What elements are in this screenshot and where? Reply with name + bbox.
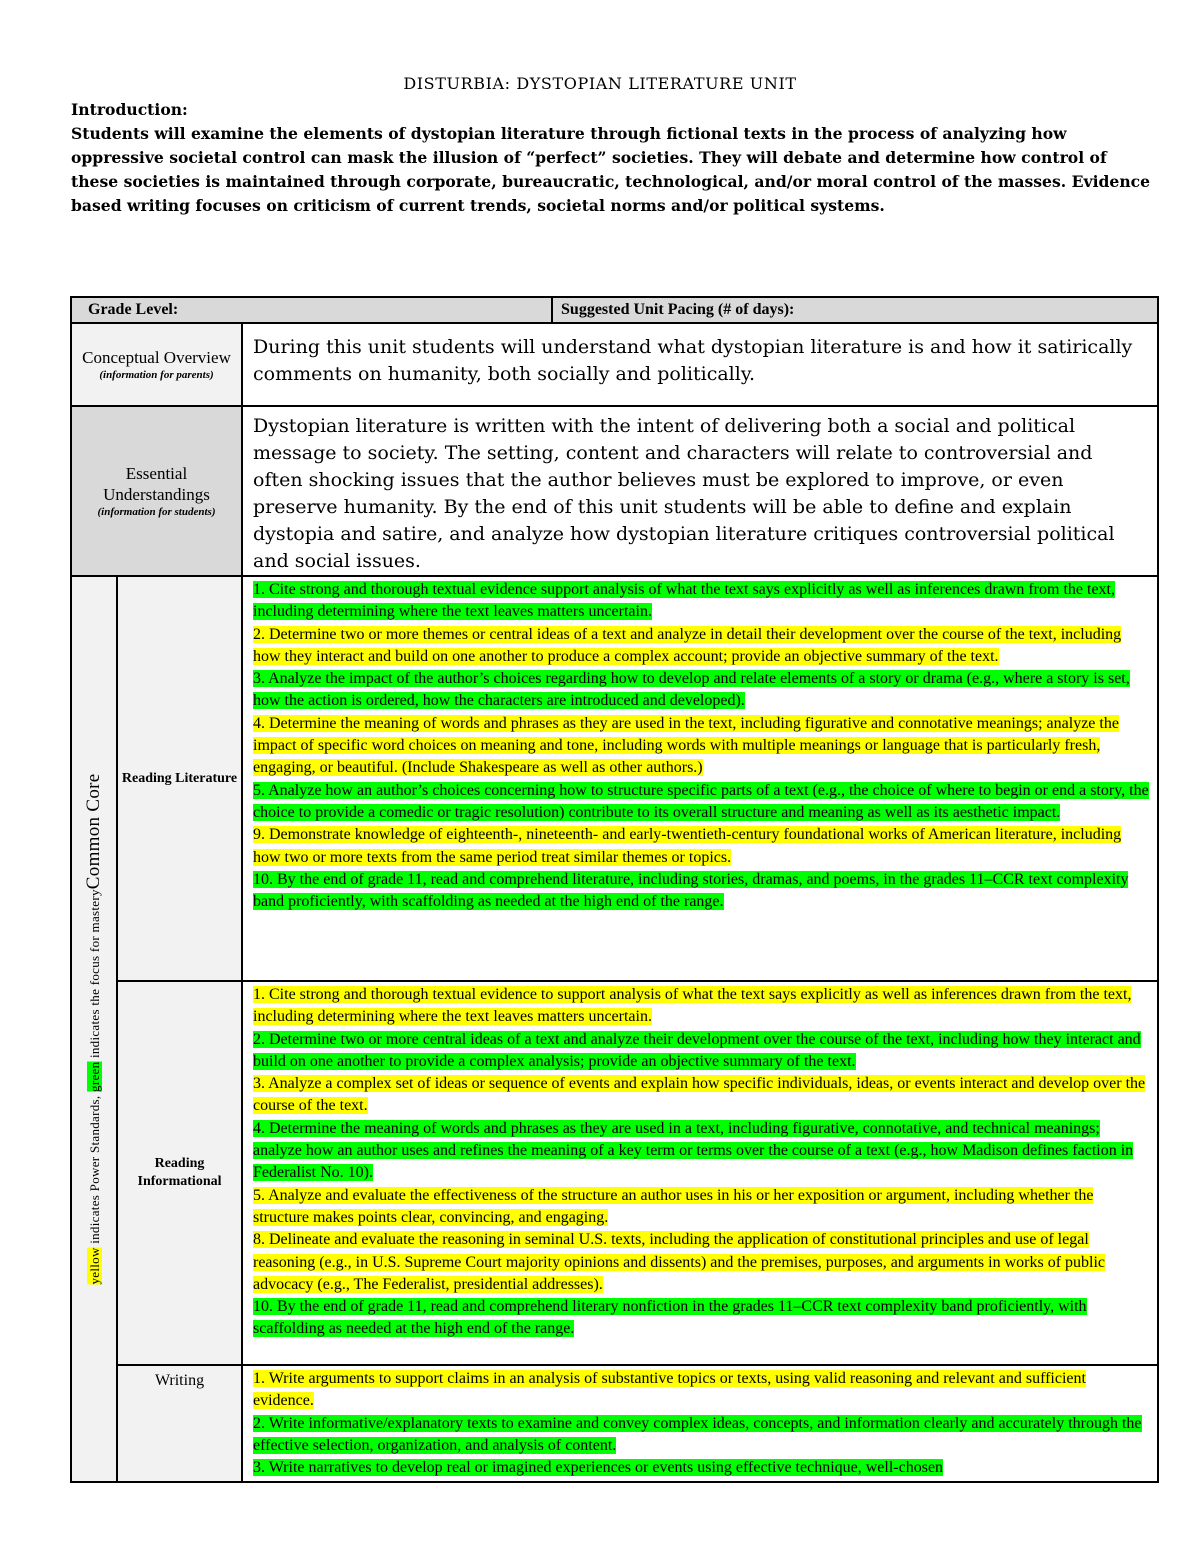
essential-row bbox=[71, 406, 1158, 576]
standard-text: 3. Write narratives to develop real or imagined experiences or events using effective technique, well-chosen bbox=[253, 1459, 944, 1477]
standard-item bbox=[253, 1413, 1149, 1458]
common-core-label-cell bbox=[71, 576, 117, 1482]
standard-item bbox=[253, 713, 1149, 780]
standard-text: 9. Demonstrate knowledge of eighteenth-, nineteenth- and early-twentieth-century foundational works of American literature, including how two or more texts from the same period treat similar themes or topics. bbox=[253, 826, 1122, 866]
standard-item bbox=[253, 1029, 1149, 1074]
standard-item bbox=[253, 1118, 1149, 1185]
writing-standards bbox=[242, 1365, 1158, 1482]
standard-item bbox=[253, 984, 1149, 1029]
essential-label: Essential Understandings bbox=[103, 464, 210, 504]
standard-item bbox=[253, 1185, 1149, 1230]
standard-text: 4. Determine the meaning of words and phrases as they are used in the text, including figurative and connotative meanings; analyze the impact of specific word choices on meaning and tone, including words with multiple meanings or language that is particularly fresh, engaging, or beautiful. (Include Shakespeare as well as other authors.) bbox=[253, 714, 1119, 777]
standard-item bbox=[253, 579, 1149, 624]
common-core-title: Common Core bbox=[83, 773, 104, 890]
common-core-vertical-label bbox=[83, 774, 105, 1285]
standard-item bbox=[253, 1457, 1149, 1479]
conceptual-sublabel: (information for parents) bbox=[99, 369, 214, 381]
standard-text: 2. Write informative/explanatory texts to examine and convey complex ideas, concepts, and information clearly and accurately through the effective selection, organization, and analysis of content. bbox=[253, 1414, 1142, 1454]
reading-informational-row bbox=[71, 981, 1158, 1365]
conceptual-text: During this unit students will understand what dystopian literature is and how it satirically comments on humanity, both socially and politically. bbox=[242, 323, 1158, 406]
standard-text: 1. Cite strong and thorough textual evidence support analysis of what the text says explicitly as well as inferences drawn from the text, including determining where the text leaves matters uncertain. bbox=[253, 581, 1115, 621]
standard-text: 10. By the end of grade 11, read and comprehend literary nonfiction in the grades 11–CCR text complexity band proficiently, with scaffolding as needed at the high end of the range. bbox=[253, 1298, 1087, 1338]
yellow-key: yellow bbox=[87, 1247, 102, 1285]
standard-text: 3. Analyze a complex set of ideas or sequence of events and explain how specific individuals, ideas, or events interact and develop over the course of the text. bbox=[253, 1075, 1146, 1115]
intro-text: Students will examine the elements of dystopian literature through fictional texts in the process of analyzing how oppressive societal control can mask the illusion of “perfect” societies. They will debate and determine how control of these societies is maintained through corporate, bureaucratic, technological, and/or moral control of the masses. Evidence based writing focuses on criticism of current trends, societal norms and/or political systems. bbox=[71, 124, 1151, 215]
standard-text: 2. Determine two or more themes or central ideas of a text and analyze in detail their development over the course of the text, including how they interact and build on one another to produce a complex account; provide an objective summary of the text. bbox=[253, 625, 1122, 665]
standard-text: 8. Delineate and evaluate the reasoning in seminal U.S. texts, including the application of constitutional principles and use of legal reasoning (e.g., in U.S. Supreme Court majority opinions and dissents) and the premises, purposes, and arguments in works of public advocacy (e.g., The Federalist, presidential addresses). bbox=[253, 1231, 1106, 1293]
standard-text: 1. Write arguments to support claims in an analysis of substantive topics or texts, using valid reasoning and relevant and sufficient evidence. bbox=[253, 1370, 1086, 1410]
standard-text: 2. Determine two or more central ideas of a text and analyze their development over the course of the text, including how they interact and build on one another to provide a complex analysis; provide an objective summary of the text. bbox=[253, 1030, 1141, 1070]
legend-part-1: indicates Power Standards, bbox=[87, 1092, 102, 1248]
writing-label: Writing bbox=[117, 1365, 242, 1482]
writing-row bbox=[71, 1365, 1158, 1482]
essential-sublabel: (information for students) bbox=[97, 506, 216, 518]
reading-literature-row bbox=[71, 576, 1158, 981]
standard-item bbox=[253, 780, 1149, 825]
legend-part-2: indicates the focus for mastery bbox=[87, 889, 102, 1062]
standard-text: 3. Analyze the impact of the author’s choices regarding how to develop and relate elements of a story or drama (e.g., where a story is set, how the action is ordered, how the characters are introduced and developed). bbox=[253, 670, 1130, 710]
reading-literature-label: Reading Literature bbox=[117, 576, 242, 981]
document-title: DISTURBIA: DYSTOPIAN LITERATURE UNIT bbox=[403, 74, 797, 93]
standard-item bbox=[253, 869, 1149, 914]
standard-item bbox=[253, 624, 1149, 669]
standard-item bbox=[253, 668, 1149, 713]
conceptual-row bbox=[71, 323, 1158, 406]
standard-item bbox=[253, 1229, 1149, 1296]
standard-text: 5. Analyze how an author’s choices concerning how to structure specific parts of a text (e.g., the choice of where to begin or end a story, the choice to provide a comedic or tragic resolution) contribute to its overall structure and meaning as well as its aesthetic impact. bbox=[253, 781, 1149, 821]
standard-item bbox=[253, 1073, 1149, 1118]
standard-item bbox=[253, 1296, 1149, 1341]
grade-row bbox=[71, 297, 1158, 323]
standard-text: 1. Cite strong and thorough textual evidence to support analysis of what the text says explicitly as well as inferences drawn from the text, including determining where the text leaves matters uncertain. bbox=[253, 986, 1132, 1026]
unit-table bbox=[70, 296, 1159, 1483]
introduction bbox=[71, 98, 1156, 218]
green-key: green bbox=[87, 1061, 102, 1093]
standard-text: 5. Analyze and evaluate the effectiveness of the structure an author uses in his or her exposition or argument, including whether the structure makes points clear, convincing, and engaging. bbox=[253, 1186, 1094, 1226]
standard-item bbox=[253, 1368, 1149, 1413]
reading-literature-standards bbox=[242, 576, 1158, 981]
conceptual-label-cell bbox=[71, 323, 242, 406]
reading-informational-standards bbox=[242, 981, 1158, 1365]
essential-text: Dystopian literature is written with the intent of delivering both a social and political message to society. The setting, content and characters will relate to controversial and often shocking issues that the author believes must be explored to improve, or even preserve humanity. By the end of this unit students will be able to define and explain dystopia and satire, and analyze how dystopian literature critiques controversial political and social issues. bbox=[242, 406, 1158, 576]
essential-label-cell bbox=[71, 406, 242, 576]
standard-text: 4. Determine the meaning of words and phrases as they are used in a text, including figurative, connotative, and technical meanings; analyze how an author uses and refines the meaning of a key term or terms over the course of a text (e.g., how Madison defines faction in Federalist No. 10). bbox=[253, 1119, 1134, 1182]
standard-text: 10. By the end of grade 11, read and comprehend literature, including stories, dramas, and poems, in the grades 11–CCR text complexity band proficiently, with scaffolding as needed at the high end of the range. bbox=[253, 870, 1129, 911]
standard-item bbox=[253, 824, 1149, 869]
pacing-label: Suggested Unit Pacing (# of days): bbox=[552, 297, 1158, 323]
grade-level-label: Grade Level: bbox=[71, 297, 552, 323]
intro-heading: Introduction: bbox=[71, 100, 188, 119]
conceptual-label: Conceptual Overview bbox=[82, 348, 231, 367]
reading-informational-label: Reading Informational bbox=[117, 981, 242, 1365]
